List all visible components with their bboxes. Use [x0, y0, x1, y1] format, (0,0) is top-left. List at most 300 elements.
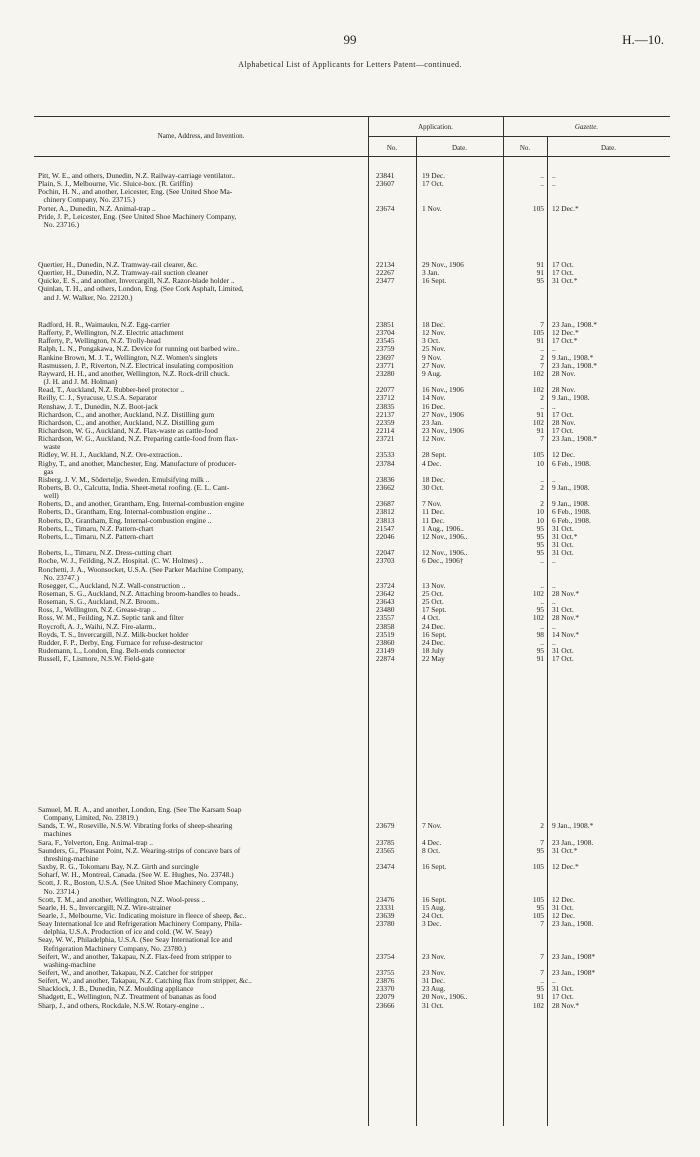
cell-date: 29 Nov., 1906 — [422, 260, 464, 269]
applicant-entry: and J. W. Walker, No. 22120.) — [38, 293, 133, 302]
cell-gno: 10 — [536, 507, 544, 517]
applicant-entry: Roberts, L., Timaru, N.Z. Pattern-chart — [38, 532, 154, 541]
applicant-entry: Rafferty, P., Wellington, N.Z. Electric attachment — [38, 329, 184, 338]
applicant-entry: Reilly, C. J., Syracuse, U.S.A. Separator — [38, 394, 158, 403]
applicant-entry: Soharf, W. H., Montreal, Canada. (See W. E. Hughes, No. 23748.) — [38, 871, 234, 880]
cell-no: 21547 — [376, 523, 395, 533]
cell-no: 23759 — [376, 344, 395, 354]
cell-no: 23370 — [376, 984, 395, 994]
cell-date: 4 Dec. — [422, 837, 442, 847]
cell-no: 23666 — [376, 1000, 395, 1010]
cell-no: 23519 — [376, 629, 395, 639]
cell-date: 12 Nov. — [422, 434, 446, 444]
page-number: 99 — [343, 32, 357, 47]
cell-date: 8 Oct. — [422, 845, 441, 855]
cell-gno: 91 — [536, 409, 544, 419]
applicant-entry: Rasmussen, J. P., Riverton, N.Z. Electrical insulating composition — [38, 361, 234, 370]
cell-date: 9 Nov. — [422, 352, 442, 362]
applicant-entry: Rudder, F. P., Derby, Eng. Furnace for refuse-destructor — [38, 638, 203, 647]
applicant-entry: Company, Limited, No. 23819.) — [38, 814, 139, 823]
cell-no: 23480 — [376, 605, 395, 615]
cell-gdate: 23 Jan., 1908.* — [552, 434, 597, 444]
applicant-entry: (J. H. and J. M. Holman) — [38, 378, 118, 387]
cell-gdate: 12 Dec. — [552, 450, 575, 460]
applicant-entry: Scott, T. M., and another, Wellington, N.Z. Wool-press .. — [38, 895, 206, 904]
cell-gno: 2 — [540, 483, 544, 492]
cell-date: 17 Oct. — [422, 179, 444, 189]
cell-gno: 105 — [532, 203, 544, 213]
cell-gno: 102 — [532, 588, 544, 598]
cell-gno: 95 — [536, 902, 544, 912]
col-header-gaz-no: No. — [519, 144, 531, 152]
cell-gdate: 17 Oct. — [552, 260, 574, 269]
col-header-app-no: No. — [386, 144, 398, 152]
applicant-entry: Seifert, W., and another, Takapau, N.Z. Catching flax from stripper, &c.. — [38, 977, 252, 986]
applicant-entry: Quicke, E. S., and another, Invercargill, N.Z. Razor-blade holder .. — [38, 277, 235, 286]
cell-gno: 95 — [536, 605, 544, 615]
cell-gno: 10 — [536, 515, 544, 525]
cell-gno: 98 — [536, 629, 544, 639]
cell-gdate: 9 Jan., 1908. — [552, 393, 590, 403]
cell-no: 23784 — [376, 458, 395, 468]
cell-gno: 105 — [532, 894, 544, 904]
cell-date: 31 Oct. — [422, 1000, 444, 1010]
cell-no: 23836 — [376, 474, 395, 484]
cell-gdate: .. — [552, 556, 556, 566]
applicant-entry: Quinlan, T. H., and others, London, Eng. (See Cork Asphalt, Limited, — [38, 285, 244, 294]
cell-no: 22114 — [376, 425, 395, 435]
applicant-entry: Searle, H. S., Invercargill, N.Z. Wire-strainer — [38, 903, 172, 912]
cell-date: 20 Nov., 1906.. — [422, 992, 468, 1002]
cell-no: 22077 — [376, 385, 395, 395]
cell-gno: 2 — [540, 821, 544, 831]
applicant-entry: Pitt, W. E., and others, Dunedin, N.Z. Railway-carriage ventilator.. — [38, 172, 236, 180]
cell-date: 23 Jan. — [422, 417, 443, 427]
cell-gdate: 12 Dec.* — [552, 203, 579, 213]
cell-date: 24 Dec. — [422, 637, 445, 647]
applicant-entry: Roberts, B. O., Calcutta, India. Sheet-metal roofing. (E. L. Cant- — [38, 484, 230, 492]
cell-gno: 95 — [536, 540, 544, 550]
applicant-entry: Quertier, H., Dunedin, N.Z. Tramway-rail clearer, &c. — [38, 261, 198, 269]
cell-gdate: 31 Oct.* — [552, 845, 578, 855]
cell-no: 23477 — [376, 276, 395, 286]
cell-date: 12 Nov., 1906.. — [422, 548, 468, 558]
cell-date: 7 Nov. — [422, 821, 442, 831]
cell-gdate: .. — [552, 597, 556, 607]
cell-no: 23607 — [376, 179, 395, 189]
cell-gno: 95 — [536, 984, 544, 994]
cell-no: 23662 — [376, 483, 395, 492]
applicant-entry: Refrigeration Machinery Company, No. 23780.) — [38, 944, 187, 953]
cell-gdate: 31 Oct. — [552, 902, 574, 912]
cell-no: 23557 — [376, 613, 395, 623]
cell-gdate: 17 Oct. — [552, 654, 574, 664]
col-header-gaz-date: Date. — [601, 144, 616, 152]
applicant-entry: Seifert, W., and another, Takapau, N.Z. Flax-feed from stripper to — [38, 952, 232, 961]
applicant-entry: No. 23714.) — [38, 887, 80, 896]
cell-date: 25 Oct. — [422, 597, 444, 607]
cell-date: 1 Nov. — [422, 203, 442, 213]
cell-no: 23474 — [376, 862, 395, 872]
applicant-entry: gas — [38, 467, 54, 476]
cell-no: 23331 — [376, 902, 395, 912]
col-header-application: Application. — [418, 123, 453, 131]
applicant-entry: washing-machine — [38, 960, 96, 969]
cell-gno: 105 — [532, 910, 544, 920]
applicant-entry: Quertier, H., Dunedin, N.Z. Tramway-rail suction cleaner — [38, 269, 209, 278]
cell-gdate: 23 Jan., 1908. — [552, 919, 594, 929]
applicant-entry: threshing-machine — [38, 854, 99, 863]
cell-gno: .. — [540, 621, 544, 631]
cell-gno: 95 — [536, 646, 544, 655]
applicant-entry: Roberts, D., and another, Grantham, Eng. Internal-combustion engine — [38, 500, 244, 509]
cell-no: 22046 — [376, 531, 395, 541]
cell-date: 22 May — [422, 654, 445, 664]
applicant-entry: Sharp, J., and others, Rockdale, N.S.W. Rotary-engine .. — [38, 1001, 205, 1010]
cell-gno: 91 — [536, 268, 544, 278]
cell-date: 17 Sept. — [422, 605, 447, 615]
cell-gno: 105 — [532, 862, 544, 872]
cell-gno: .. — [540, 401, 544, 411]
cell-date: 25 Nov. — [422, 344, 446, 354]
cell-gdate: .. — [552, 179, 556, 189]
cell-gno: 95 — [536, 548, 544, 558]
header-top-rule — [34, 116, 670, 117]
applicant-entry: Scott, J. R., Boston, U.S.A. (See United Shoe Machinery Company, — [38, 879, 239, 888]
cell-gdate: 17 Oct. — [552, 409, 574, 419]
cell-no: 23533 — [376, 450, 395, 460]
cell-date: 27 Nov. — [422, 360, 446, 370]
applicant-entry: Ralph, L. N., Pongakawa, N.Z. Device for running out barbed wire.. — [38, 345, 240, 354]
cell-date: 16 Sept. — [422, 276, 447, 286]
cell-no: 23813 — [376, 515, 395, 525]
cell-gno: .. — [540, 580, 544, 590]
cell-gno: 102 — [532, 368, 544, 378]
cell-gdate: 28 Nov. — [552, 385, 576, 395]
cell-no: 22079 — [376, 992, 395, 1002]
cell-no: 23876 — [376, 976, 395, 986]
applicant-entry: Seay International Ice and Refrigeration Machinery Company, Phila- — [38, 920, 242, 929]
cell-date: 18 Dec. — [422, 474, 445, 484]
cell-no: 23851 — [376, 320, 395, 329]
col-divider-app-date — [416, 136, 417, 1126]
cell-gdate: 23 Jan., 1908.* — [552, 360, 597, 370]
page-code: H.—10. — [622, 32, 664, 47]
cell-date: 3 Jan. — [422, 268, 440, 278]
cell-no: 23841 — [376, 171, 395, 180]
cell-no: 23697 — [376, 352, 395, 362]
cell-no: 23643 — [376, 597, 395, 607]
cell-gdate: 9 Jan., 1908. — [552, 499, 590, 509]
cell-date: 12 Nov. — [422, 328, 446, 338]
cell-gdate: 9 Jan., 1908. — [552, 483, 590, 492]
applicant-entry: Roberts, D., Grantham, Eng. Internal-combustion engine .. — [38, 516, 212, 525]
applicant-entry: Sara, F., Yelverton, Eng. Animal-trap .. — [38, 838, 153, 847]
applicant-entry: Rigby, T., and another, Manchester, Eng. Manufacture of producer- — [38, 459, 237, 468]
applicant-entry: Plain, S. J., Melbourne, Vic. Sluice-box. (R. Griffin) — [38, 180, 193, 189]
cell-date: 18 July — [422, 646, 444, 655]
cell-no: 23674 — [376, 203, 395, 213]
cell-gdate: 17 Oct.* — [552, 336, 578, 346]
cell-gdate: .. — [552, 401, 556, 411]
applicant-entry: Shadgett, E., Wellington, N.Z. Treatment of bananas as food — [38, 993, 217, 1002]
cell-date: 11 Dec. — [422, 515, 445, 525]
cell-gno: 105 — [532, 450, 544, 460]
cell-gdate: .. — [552, 621, 556, 631]
cell-gdate: 12 Dec. — [552, 894, 575, 904]
cell-date: 23 Nov. — [422, 951, 446, 961]
cell-gdate: 23 Jan., 1908* — [552, 951, 596, 961]
cell-gdate: 17 Oct. — [552, 425, 574, 435]
cell-date: 15 Aug. — [422, 902, 446, 912]
cell-gno: 2 — [540, 393, 544, 403]
col-header-gazette: Gazette. — [574, 123, 599, 131]
cell-gdate: .. — [552, 474, 556, 484]
applicant-entry: Roberts, L., Timaru, N.Z. Pattern-chart — [38, 524, 154, 533]
applicant-entry: Roseman, S. G., Auckland, N.Z. Attaching broom-handles to heads.. — [38, 589, 241, 598]
cell-gdate: 17 Oct. — [552, 992, 574, 1002]
cell-no: 22047 — [376, 548, 395, 558]
cell-date: 1 Aug., 1906.. — [422, 523, 464, 533]
cell-no: 23476 — [376, 894, 395, 904]
cell-no: 22874 — [376, 654, 395, 664]
cell-no: 23771 — [376, 360, 395, 370]
cell-gno: .. — [540, 637, 544, 647]
cell-date: 25 Oct. — [422, 588, 444, 598]
applicant-entry: Russell, F., Lismore, N.S.W. Field-gate — [38, 655, 154, 664]
applicant-entry: Ross, J., Wellington, N.Z. Grease-trap .. — [38, 606, 157, 615]
cell-gno: 7 — [540, 434, 544, 444]
cell-no: 23703 — [376, 556, 395, 566]
cell-gno: 7 — [540, 919, 544, 929]
cell-gno: .. — [540, 556, 544, 566]
cell-date: 13 Nov. — [422, 580, 446, 590]
applicant-entry: well) — [38, 492, 59, 501]
cell-no: 23724 — [376, 580, 395, 590]
cell-date: 30 Oct. — [422, 483, 444, 492]
list-heading: Alphabetical List of Applicants for Letters Patent—continued. — [238, 60, 462, 69]
cell-gdate: 31 Oct. — [552, 646, 574, 655]
applicant-entry: Saunders, G., Pleasant Point, N.Z. Wearing-strips of concave bars of — [38, 846, 241, 855]
applicant-entry: Rankine Brown, M. J. T., Wellington, N.Z. Women's singlets — [38, 353, 218, 362]
cell-gdate: 6 Feb., 1908. — [552, 507, 591, 517]
cell-no: 23642 — [376, 588, 395, 598]
cell-gdate: 28 Nov.* — [552, 588, 580, 598]
col-header-name: Name, Address, and Invention. — [157, 132, 245, 140]
cell-date: 16 Sept. — [422, 862, 447, 872]
applicant-entry: No. 23716.) — [38, 220, 80, 229]
cell-gdate: 28 Nov.* — [552, 613, 580, 623]
cell-gno: 102 — [532, 1000, 544, 1010]
cell-date: 7 Nov. — [422, 499, 442, 509]
cell-date: 31 Dec. — [422, 976, 445, 986]
applicant-entry: delphia, U.S.A. Production of ice and cold. (W. W. Seay) — [38, 928, 212, 937]
applicant-entry: Pochin, H. N., and another, Leicester, Eng. (See United Shoe Ma- — [38, 188, 233, 197]
cell-gdate: 12 Dec. — [552, 910, 575, 920]
applicant-entry: Searle, J., Melbourne, Vic. Indicating moisture in fleece of sheep, &c.. — [38, 911, 247, 920]
applicant-entry: Richardson, C., and another, Auckland, N.Z. Distilling gum — [38, 418, 215, 427]
applicant-entry: Roycroft, A. J., Waihi, N.Z. Fire-alarm.. — [38, 622, 157, 631]
cell-gno: 91 — [536, 654, 544, 664]
cell-gdate: 9 Jan., 1908.* — [552, 821, 594, 831]
cell-gno: .. — [540, 597, 544, 607]
cell-gdate: 31 Oct. — [552, 540, 574, 550]
cell-date: 23 Nov. — [422, 968, 446, 977]
cell-gdate: 14 Nov.* — [552, 629, 580, 639]
col-divider-gaz-date — [547, 136, 548, 1126]
cell-no: 23860 — [376, 637, 395, 647]
cell-gno: 91 — [536, 992, 544, 1002]
cell-gdate: 28 Nov. — [552, 368, 576, 378]
cell-date: 16 Sept. — [422, 894, 447, 904]
cell-no: 22137 — [376, 409, 395, 419]
cell-gno: 102 — [532, 417, 544, 427]
applicant-entry: Rafferty, P., Wellington, N.Z. Trolly-head — [38, 337, 161, 346]
applicant-entry: Richardson, W. G., Auckland, N.Z. Flax-waste as cattle-food — [38, 426, 218, 435]
cell-gdate: 17 Oct. — [552, 268, 574, 278]
cell-gno: 7 — [540, 968, 544, 977]
cell-date: 27 Nov., 1906 — [422, 409, 464, 419]
applicant-entry: Porter, A., Dunedin, N.Z. Animal-trap .. — [38, 204, 156, 213]
applicant-entry: Ronchetti, J. A., Woonsocket, U.S.A. (See Parker Machine Company, — [38, 565, 244, 574]
applicant-entry: Ridley, W. H. J., Auckland, N.Z. Ore-extraction.. — [38, 451, 183, 460]
cell-gno: 91 — [536, 425, 544, 435]
applicant-entry: Seay, W. W., Philadelphia, U.S.A. (See Seay International Ice and — [38, 936, 233, 945]
applicant-entry: Sands, T. W., Roseville, N.S.W. Vibrating forks of sheep-shearing — [38, 822, 233, 831]
cell-no: 22267 — [376, 268, 395, 278]
applicant-entry: Read, T., Auckland, N.Z. Rubber-heel protector .. — [38, 386, 185, 395]
cell-date: 23 Aug. — [422, 984, 446, 994]
cell-date: 18 Dec. — [422, 320, 445, 329]
cell-no: 23785 — [376, 837, 395, 847]
header-bottom-rule — [34, 156, 670, 157]
cell-gno: .. — [540, 171, 544, 180]
cell-no: 23755 — [376, 968, 395, 977]
cell-date: 11 Dec. — [422, 507, 445, 517]
cell-gno: 91 — [536, 260, 544, 269]
cell-gdate: .. — [552, 637, 556, 647]
cell-no: 23712 — [376, 393, 395, 403]
cell-date: 19 Dec. — [422, 171, 445, 180]
applicant-entry: Royds, T. S., Invercargill, N.Z. Milk-bucket holder — [38, 630, 189, 639]
cell-no: 23565 — [376, 845, 395, 855]
cell-gno: 102 — [532, 385, 544, 395]
cell-gdate: 9 Jan., 1908.* — [552, 352, 594, 362]
cell-gdate: 28 Nov.* — [552, 1000, 580, 1010]
cell-date: 16 Nov., 1906 — [422, 385, 464, 395]
cell-no: 23858 — [376, 621, 395, 631]
cell-gno: 7 — [540, 320, 544, 329]
cell-gno: .. — [540, 179, 544, 189]
cell-gno: 95 — [536, 276, 544, 286]
cell-no: 23704 — [376, 328, 395, 338]
applicant-entry: Risberg, J. V. M., Södertelje, Sweden. Emulsifying milk .. — [38, 475, 210, 484]
cell-date: 16 Dec. — [422, 401, 445, 411]
col-header-app-date: Date. — [452, 144, 467, 152]
cell-no: 23812 — [376, 507, 395, 517]
applicant-entry: Richardson, C., and another, Auckland, N.Z. Distilling gum — [38, 410, 215, 419]
cell-gdate: 31 Oct. — [552, 984, 574, 994]
cell-no: 23639 — [376, 910, 395, 920]
cell-date: 6 Dec., 1906† — [422, 556, 464, 566]
cell-gdate: 12 Dec.* — [552, 862, 579, 872]
applicant-entry: machines — [38, 830, 72, 839]
cell-gdate: .. — [552, 171, 556, 180]
cell-gno: 95 — [536, 845, 544, 855]
cell-no: 23280 — [376, 368, 395, 378]
header-mid-rule — [368, 136, 670, 137]
cell-gdate: .. — [552, 976, 556, 986]
applicant-entry: Ross, W. M., Feilding, N.Z. Septic tank and filter — [38, 614, 184, 623]
cell-gno: 10 — [536, 458, 544, 468]
applicant-entry: Richardson, W. G., Auckland, N.Z. Preparing cattle-food from flax- — [38, 435, 239, 444]
cell-gdate: 23 Jan., 1908.* — [552, 320, 597, 329]
cell-gdate: 23 Jan., 1908* — [552, 968, 596, 977]
cell-date: 12 Nov., 1906.. — [422, 531, 468, 541]
applicant-entry: Rosegger, C., Auckland, N.Z. Wall-construction .. — [38, 581, 186, 590]
cell-gdate: 31 Oct. — [552, 605, 574, 615]
applicant-entry: Saxby, R. G., Tokomaru Bay, N.Z. Girth and surcingle — [38, 863, 199, 872]
applicant-entry: Roseman, S. G., Auckland, N.Z. Broom.. — [38, 598, 160, 607]
cell-no: 23780 — [376, 919, 395, 929]
applicant-entry: Shacklock, J. B., Dunedin, N.Z. Moulding appliance — [38, 985, 194, 994]
cell-no: 23835 — [376, 401, 395, 411]
cell-no: 23545 — [376, 336, 395, 346]
cell-gno: .. — [540, 474, 544, 484]
applicant-entry: Roberts, L., Timaru, N.Z. Dress-cutting chart — [38, 549, 172, 558]
cell-gdate: 31 Oct. — [552, 548, 574, 558]
applicant-entry: Roberts, D., Grantham, Eng. Internal-combustion engine .. — [38, 508, 212, 517]
applicant-entry: Rudemann, L., London, Eng. Belt-ends connector — [38, 647, 186, 655]
cell-gdate: 6 Feb., 1908. — [552, 458, 591, 468]
applicant-entry: chinery Company, No. 23715.) — [38, 196, 136, 205]
applicant-entry: Pride, J. P., Leicester, Eng. (See United Shoe Machinery Company, — [38, 212, 237, 221]
cell-no: 22359 — [376, 417, 395, 427]
cell-gno: 105 — [532, 328, 544, 338]
cell-date: 23 Nov., 1906 — [422, 425, 464, 435]
applicant-entry: No. 23747.) — [38, 573, 80, 582]
cell-no: 23721 — [376, 434, 395, 444]
cell-gno: 7 — [540, 837, 544, 847]
applicant-entry: Radford, H. R., Waimauku, N.Z. Egg-carrier — [38, 321, 170, 329]
cell-gdate: 12 Dec.* — [552, 328, 579, 338]
cell-gdate: 31 Oct.* — [552, 276, 578, 286]
applicant-entry: waste — [38, 443, 61, 452]
cell-date: 4 Dec. — [422, 458, 442, 468]
cell-gdate: 6 Feb., 1908. — [552, 515, 591, 525]
cell-gno: 2 — [540, 499, 544, 509]
cell-gno: 2 — [540, 352, 544, 362]
applicant-entry: Seifert, W., and another, Takapau, N.Z. Catcher for stripper — [38, 969, 213, 977]
cell-date: 14 Nov. — [422, 393, 446, 403]
cell-gdate: 31 Oct. — [552, 523, 574, 533]
cell-date: 3 Oct. — [422, 336, 441, 346]
cell-date: 16 Sept. — [422, 629, 447, 639]
cell-gno: 95 — [536, 531, 544, 541]
cell-date: 4 Oct. — [422, 613, 441, 623]
cell-date: 9 Aug. — [422, 368, 442, 378]
cell-gno: 7 — [540, 951, 544, 961]
col-divider-name — [368, 116, 369, 1126]
cell-date: 28 Sept. — [422, 450, 447, 460]
cell-gdate: 31 Oct.* — [552, 531, 578, 541]
cell-gdate: .. — [552, 580, 556, 590]
cell-gno: .. — [540, 976, 544, 986]
cell-gno: 95 — [536, 523, 544, 533]
cell-gdate: 23 Jan., 1908. — [552, 837, 594, 847]
cell-no: 23679 — [376, 821, 395, 831]
cell-no: 23754 — [376, 951, 395, 961]
